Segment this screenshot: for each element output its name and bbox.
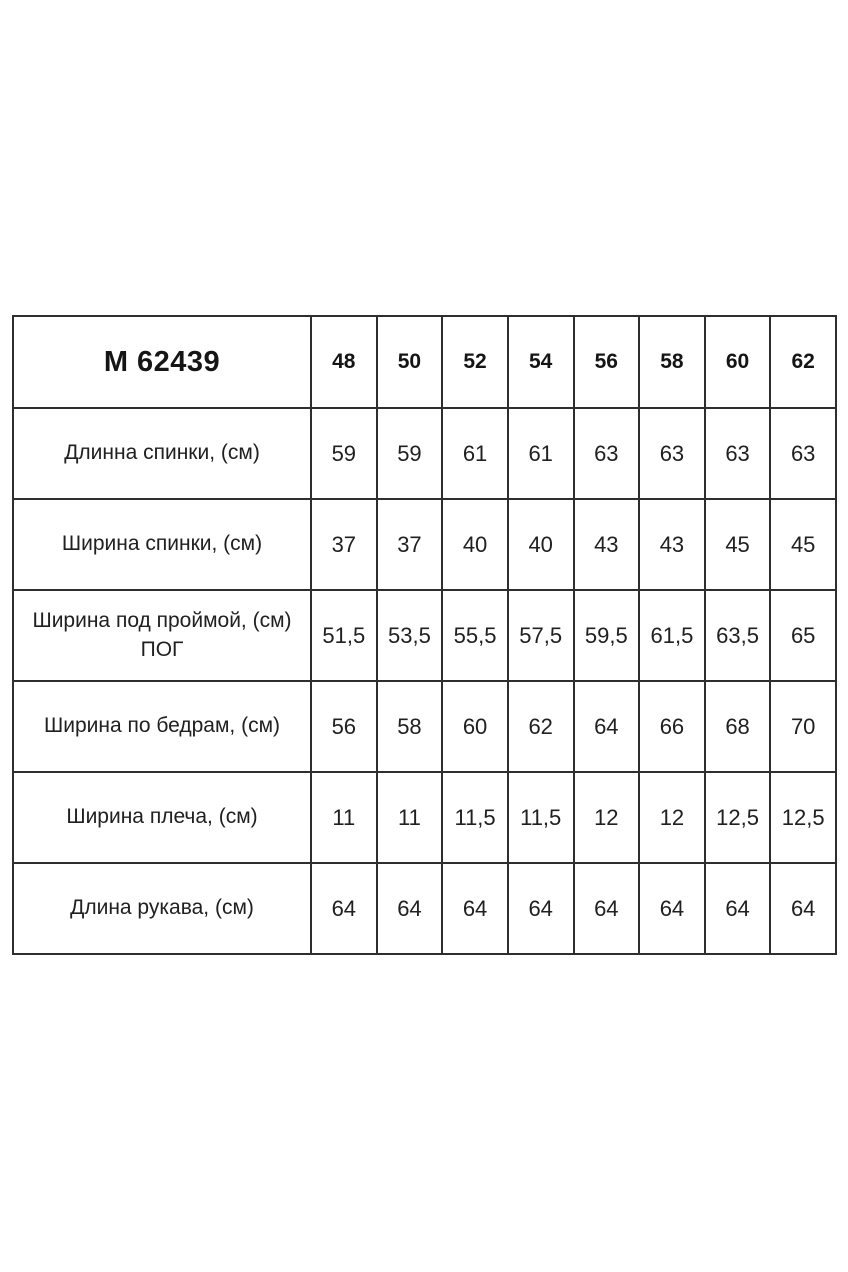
row-label	[13, 681, 311, 772]
value-cell: 64	[770, 863, 836, 954]
value-cell: 62	[508, 681, 574, 772]
value-cell: 64	[508, 863, 574, 954]
value-cell: 64	[574, 681, 640, 772]
value-cell: 11,5	[508, 772, 574, 863]
value-cell: 12	[639, 772, 705, 863]
row-label-text: Ширина плеча, (см)	[66, 805, 258, 829]
table-row-shoulder-width	[13, 772, 836, 863]
size-chart-table	[12, 315, 837, 955]
size-header-48: 48	[311, 316, 377, 408]
value-cell: 64	[574, 863, 640, 954]
value-cell: 55,5	[442, 590, 508, 681]
value-cell: 64	[377, 863, 443, 954]
size-chart-container	[12, 315, 837, 955]
value-cell: 66	[639, 681, 705, 772]
size-header-50: 50	[377, 316, 443, 408]
value-cell: 61	[442, 408, 508, 499]
value-cell: 61	[508, 408, 574, 499]
row-label-text: Длинна спинки, (см)	[64, 441, 260, 465]
value-cell: 57,5	[508, 590, 574, 681]
table-row-back-length	[13, 408, 836, 499]
value-cell: 40	[442, 499, 508, 590]
value-cell: 63	[705, 408, 771, 499]
row-label-text: Ширина по бедрам, (см)	[43, 714, 281, 738]
size-header-56: 56	[574, 316, 640, 408]
header-row	[13, 316, 836, 408]
size-header-54: 54	[508, 316, 574, 408]
value-cell: 65	[770, 590, 836, 681]
size-header-60: 60	[705, 316, 771, 408]
value-cell: 64	[442, 863, 508, 954]
value-cell: 12	[574, 772, 640, 863]
size-header-52: 52	[442, 316, 508, 408]
value-cell: 40	[508, 499, 574, 590]
row-label	[13, 863, 311, 954]
value-cell: 68	[705, 681, 771, 772]
value-cell: 56	[311, 681, 377, 772]
value-cell: 12,5	[705, 772, 771, 863]
row-label	[13, 590, 311, 681]
value-cell: 64	[639, 863, 705, 954]
row-label-text: Длина рукава, (см)	[70, 896, 254, 920]
value-cell: 58	[377, 681, 443, 772]
value-cell: 63,5	[705, 590, 771, 681]
value-cell: 11	[377, 772, 443, 863]
value-cell: 11	[311, 772, 377, 863]
table-row-underarm-width	[13, 590, 836, 681]
row-label	[13, 499, 311, 590]
value-cell: 59,5	[574, 590, 640, 681]
value-cell: 64	[311, 863, 377, 954]
value-cell: 51,5	[311, 590, 377, 681]
value-cell: 64	[705, 863, 771, 954]
value-cell: 63	[639, 408, 705, 499]
model-number: М 62439	[13, 316, 311, 408]
value-cell: 63	[574, 408, 640, 499]
value-cell: 45	[770, 499, 836, 590]
value-cell: 37	[377, 499, 443, 590]
row-label-text-line2: ПОГ	[140, 637, 184, 661]
table-row-sleeve-length	[13, 863, 836, 954]
value-cell: 43	[639, 499, 705, 590]
value-cell: 43	[574, 499, 640, 590]
table-row-back-width	[13, 499, 836, 590]
size-header-62: 62	[770, 316, 836, 408]
value-cell: 61,5	[639, 590, 705, 681]
value-cell: 11,5	[442, 772, 508, 863]
value-cell: 59	[311, 408, 377, 499]
size-header-58: 58	[639, 316, 705, 408]
value-cell: 53,5	[377, 590, 443, 681]
value-cell: 60	[442, 681, 508, 772]
value-cell: 59	[377, 408, 443, 499]
row-label	[13, 772, 311, 863]
value-cell: 12,5	[770, 772, 836, 863]
value-cell: 63	[770, 408, 836, 499]
value-cell: 45	[705, 499, 771, 590]
row-label	[13, 408, 311, 499]
row-label-text: Ширина под проймой, (см)	[32, 609, 292, 633]
table-row-hip-width	[13, 681, 836, 772]
value-cell: 37	[311, 499, 377, 590]
value-cell: 70	[770, 681, 836, 772]
row-label-text: Ширина спинки, (см)	[61, 532, 263, 556]
